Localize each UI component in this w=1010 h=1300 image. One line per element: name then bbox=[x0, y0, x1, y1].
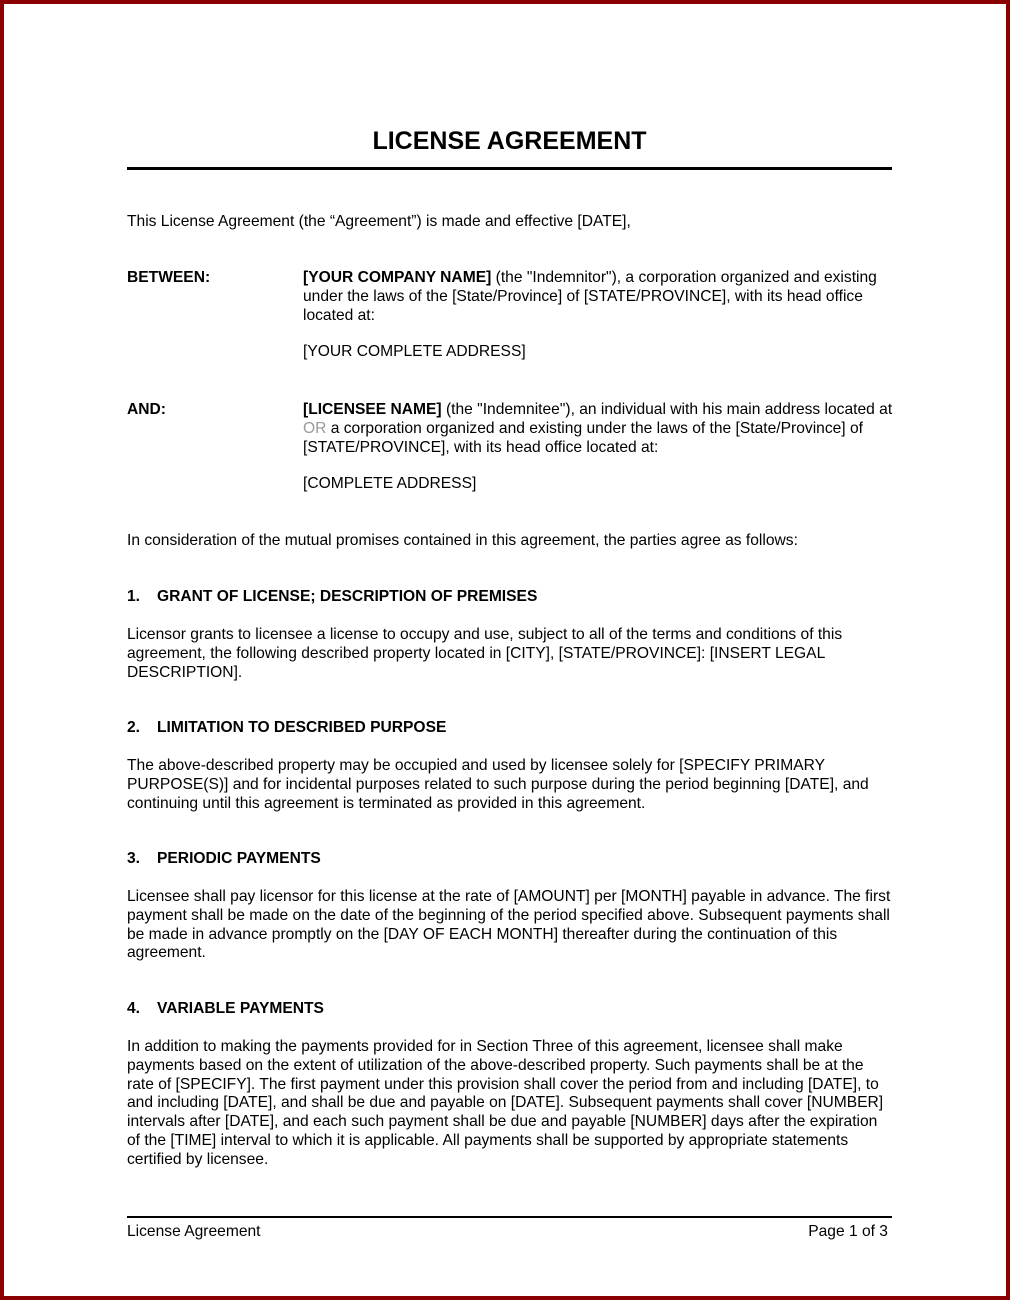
section-4-number: 4. bbox=[127, 1000, 141, 1017]
footer-document-name: License Agreement bbox=[127, 1223, 261, 1240]
section-4-title: VARIABLE PAYMENTS bbox=[157, 1000, 324, 1017]
company-name-placeholder: [YOUR COMPANY NAME] bbox=[303, 269, 492, 286]
section-1-number: 1. bbox=[127, 588, 141, 605]
footer-page-number: Page 1 of 3 bbox=[808, 1223, 888, 1240]
and-description bbox=[303, 401, 893, 457]
consideration-paragraph: In consideration of the mutual promises contained in this agreement, the parties agree as follows: bbox=[127, 532, 798, 549]
and-text-before: (the "Indemnitee"), an individual with his main address located at bbox=[441, 401, 893, 418]
section-1-title: GRANT OF LICENSE; DESCRIPTION OF PREMISES bbox=[157, 588, 538, 605]
section-2-title: LIMITATION TO DESCRIBED PURPOSE bbox=[157, 719, 447, 736]
licensee-name-placeholder: [LICENSEE NAME] bbox=[303, 401, 442, 418]
intro-paragraph: This License Agreement (the “Agreement”) is made and effective [DATE], bbox=[127, 213, 631, 230]
document-title: LICENSE AGREEMENT bbox=[372, 127, 647, 155]
section-3-number: 3. bbox=[127, 850, 141, 867]
or-word: OR bbox=[303, 419, 327, 437]
between-description bbox=[303, 269, 893, 325]
company-address-placeholder: [YOUR COMPLETE ADDRESS] bbox=[303, 343, 526, 361]
between-label: BETWEEN: bbox=[127, 269, 211, 286]
between-text: (the "Indemnitor"), a corporation organized and existing under the laws of the [State/Province] of [STATE/PROVINCE], with its head office located at: bbox=[303, 269, 877, 324]
section-3-body: Licensee shall pay licensor for this license at the rate of [AMOUNT] per [MONTH] payable in advance. The first payment shall be made on the date of the beginning of the period specified above. Subsequent payments shall be made in advance promptly on the [DAY OF EACH MONTH] thereafter during the continuation of this agreement. bbox=[127, 888, 891, 962]
section-1-body: Licensor grants to licensee a license to occupy and use, subject to all of the terms and conditions of this agreement, the following described property located in [CITY], [STATE/PROVINCE]: [INSERT LEGAL DESCRIPTION]. bbox=[127, 626, 843, 681]
title-divider bbox=[127, 167, 892, 170]
section-4-heading bbox=[127, 1000, 892, 1019]
section-3-heading bbox=[127, 850, 892, 869]
section-1-heading bbox=[127, 588, 892, 607]
section-3-title: PERIODIC PAYMENTS bbox=[157, 850, 321, 867]
section-4-body: In addition to making the payments provided for in Section Three of this agreement, licensee shall make payments based on the extent of utilization of the above-described property. Such payments shall be at the rate of [SPECIFY]. The first payment under this provision shall cover the period from and including [DATE], to and including [DATE], and shall be due and payable on [DATE]. Subsequent payments shall cover [NUMBER] intervals after [DATE], and each such payment shall be due and payable [NUMBER] days after the expiration of the [TIME] interval to which it is applicable. All payments shall be supported by appropriate statements certified by licensee. bbox=[127, 1038, 884, 1168]
between-party bbox=[303, 269, 893, 380]
section-2-number: 2. bbox=[127, 719, 141, 736]
section-2-heading bbox=[127, 719, 892, 738]
section-2-body: The above-described property may be occupied and used by licensee solely for [SPECIFY PRIMARY PURPOSE(S)] and for incidental purposes related to such purpose during the period beginning [DATE], and continuing until this agreement is terminated as provided in this agreement. bbox=[127, 757, 869, 812]
licensee-address-placeholder: [COMPLETE ADDRESS] bbox=[303, 475, 477, 493]
and-party bbox=[303, 401, 893, 512]
and-text-after: a corporation organized and existing under the laws of the [State/Province] of [STATE/PROVINCE], with its head office located at: bbox=[303, 419, 863, 456]
and-label: AND: bbox=[127, 401, 166, 418]
footer-divider bbox=[127, 1216, 892, 1218]
